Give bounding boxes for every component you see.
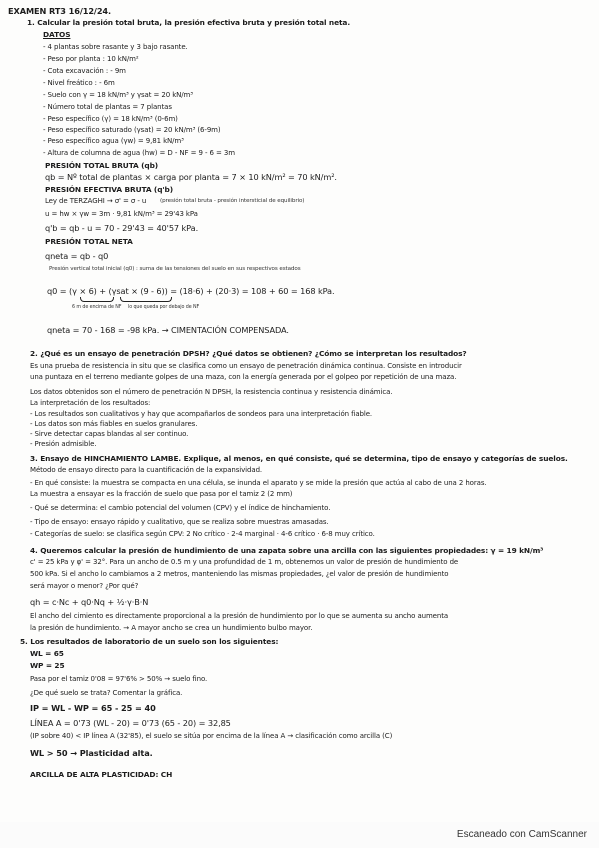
ptn-formula: qneta = qb - q0 [45,251,109,261]
q5-line: Pasa por el tamiz 0'08 = 97'6% > 50% → suelo fino. [30,675,208,683]
q1-dato: - Peso específico (γ) = 18 kN/m³ (0-6m) [43,115,178,123]
q2-line: Es una prueba de resistencia in situ que se clasifica como un ensayo de penetración dinámica continua. Consiste en introducir [30,362,462,370]
scanner-watermark: Escaneado con CamScanner [456,829,587,840]
peb-label: PRESIÓN EFECTIVA BRUTA (q'b) [45,185,174,194]
peb-law-note: (presión total bruta - presión intersticial de equilibrio) [160,198,305,204]
q4-title: 4. Queremos calcular la presión de hundimiento de una zapata sobre una arcilla con las siguientes propiedades: γ = 19 kN/m³ [30,546,544,555]
q5-line: (IP sobre 40) < IP línea A (32'85), el suelo se sitúa por encima de la línea A → clasificación como arcilla (C) [30,732,393,740]
q5-title: 5. Los resultados de laboratorio de un suelo son los siguientes: [20,637,279,646]
q4-line: c' = 25 kPa y φ' = 32°. Para un ancho de 0.5 m y una profundidad de 1 m, obtenemos un valor de presión de hundimiento de [30,558,459,566]
q2-line: - Sirve detectar capas blandas al ser continuo. [30,430,189,438]
exam-header: EXAMEN RT3 16/12/24. [8,6,112,16]
q4-answer: El ancho del cimiento es directamente proporcional a la presión de hundimiento por lo que se aumenta su ancho aumenta [30,612,449,620]
q1-dato: - Número total de plantas = 7 plantas [43,103,172,111]
ptn-sub-label: lo que queda por debajo de NF [128,305,200,310]
ptn-label: PRESIÓN TOTAL NETA [45,237,133,246]
q1-dato: - Altura de columna de agua (hw) = D - NF = 9 - 6 = 3m [43,149,235,157]
q5-line: IP = WL - WP = 65 - 25 = 40 [30,703,156,713]
q1-dato: - Peso por planta : 10 kN/m² [43,55,139,63]
q2-line: una puntaza en el terreno mediante golpes de una maza, con la energía generada por el golpeo por repetición de una maza. [30,373,457,381]
q3-line: - Categorías de suelo: se clasifica según CPV: 2 No crítico · 2-4 marginal · 4-6 crítico · 6-8 muy crítico. [30,530,375,538]
q1-datos-label: DATOS [43,30,71,39]
q5-line: LÍNEA A = 0'73 (WL - 20) = 0'73 (65 - 20) = 32,85 [30,718,231,728]
q5-line: WP = 25 [30,661,65,670]
q1-dato: - Nivel freático : - 6m [43,79,115,87]
q4-line: será mayor o menor? ¿Por qué? [30,582,139,590]
q4-formula: qh = c·Nc + q0·Nq + ½·γ·B·N [30,597,149,607]
q3-line: - En qué consiste: la muestra se compacta en una célula, se inunda el aparato y se mide la presión que actúa al cabo de una 2 horas. [30,479,487,487]
q3-line: - Qué se determina: el cambio potencial del volumen (CPV) y el índice de hinchamiento. [30,504,331,512]
q2-title: 2. ¿Qué es un ensayo de penetración DPSH? ¿Qué datos se obtienen? ¿Cómo se interpretan los resultados? [30,349,467,358]
brace-mark [80,297,114,302]
q5-line: WL > 50 → Plasticidad alta. [30,748,153,758]
q1-title: 1. Calcular la presión total bruta, la presión efectiva bruta y presión total neta. [27,18,351,27]
q3-line: - Tipo de ensayo: ensayo rápido y cualitativo, que se realiza sobre muestras amasadas. [30,518,329,526]
q3-line: Método de ensayo directo para la cuantificación de la expansividad. [30,466,263,474]
q2-line: - Los resultados son cualitativos y hay que acompañarlos de sondeos para una interpretación fiable. [30,410,373,418]
peb-u: u = hw × γw = 3m · 9,81 kN/m³ = 29'43 kPa [45,210,198,218]
q2-line: - Presión admisible. [30,440,97,448]
ptb-formula: qb = Nº total de plantas × carga por planta = 7 × 10 kN/m² = 70 kN/m². [45,172,337,182]
q1-dato: - 4 plantas sobre rasante y 3 bajo rasante. [43,43,188,51]
q1-dato: - Peso específico saturado (γsat) = 20 kN/m³ (6-9m) [43,126,221,134]
q5-conclusion: ARCILLA DE ALTA PLASTICIDAD: CH [30,770,173,779]
q2-line: La interpretación de los resultados: [30,399,151,407]
peb-result: q'b = qb - u = 70 - 29'43 = 40'57 kPa. [45,223,199,233]
brace-mark [120,297,172,302]
ptn-note: Presión vertical total inicial (q0) : suma de las tensiones del suelo en sus respectivos estados [49,266,301,272]
q5-line: ¿De qué suelo se trata? Comentar la gráfica. [30,689,183,697]
q1-dato: - Peso específico agua (γw) = 9,81 kN/m³ [43,137,184,145]
q1-dato: - Cota excavación : - 9m [43,67,126,75]
q3-title: 3. Ensayo de HINCHAMIENTO LAMBE. Explique, al menos, en qué consiste, qué se determina, tipo de ensayo y categorías de suelos. [30,454,568,463]
q4-line: 500 kPa. Si el ancho lo cambiamos a 2 metros, manteniendo las mismas propiedades, ¿el valor de presión de hundimiento [30,570,449,578]
ptb-label: PRESIÓN TOTAL BRUTA (qb) [45,161,159,170]
q2-line: Los datos obtenidos son el número de penetración N DPSH, la resistencia continua y resistencia dinámica. [30,388,393,396]
ptn-result: qneta = 70 - 168 = -98 kPa. → CIMENTACIÓN COMPENSADA. [47,325,289,335]
ptn-sub-label: 6 m de encima de NF [72,305,122,310]
q4-answer: la presión de hundimiento. → A mayor ancho se crea un hundimiento bulbo mayor. [30,624,313,632]
q1-dato: - Suelo con γ = 18 kN/m³ y γsat = 20 kN/m³ [43,91,193,99]
ptn-q0: q0 = (γ × 6) + (γsat × (9 - 6)) = (18·6) + (20·3) = 108 + 60 = 168 kPa. [47,286,335,296]
q3-line: La muestra a ensayar es la fracción de suelo que pasa por el tamiz 2 (2 mm) [30,490,293,498]
q2-line: - Los datos son más fiables en suelos granulares. [30,420,198,428]
q5-line: WL = 65 [30,649,64,658]
peb-law: Ley de TERZAGHI → σ' = σ - u [45,197,147,205]
